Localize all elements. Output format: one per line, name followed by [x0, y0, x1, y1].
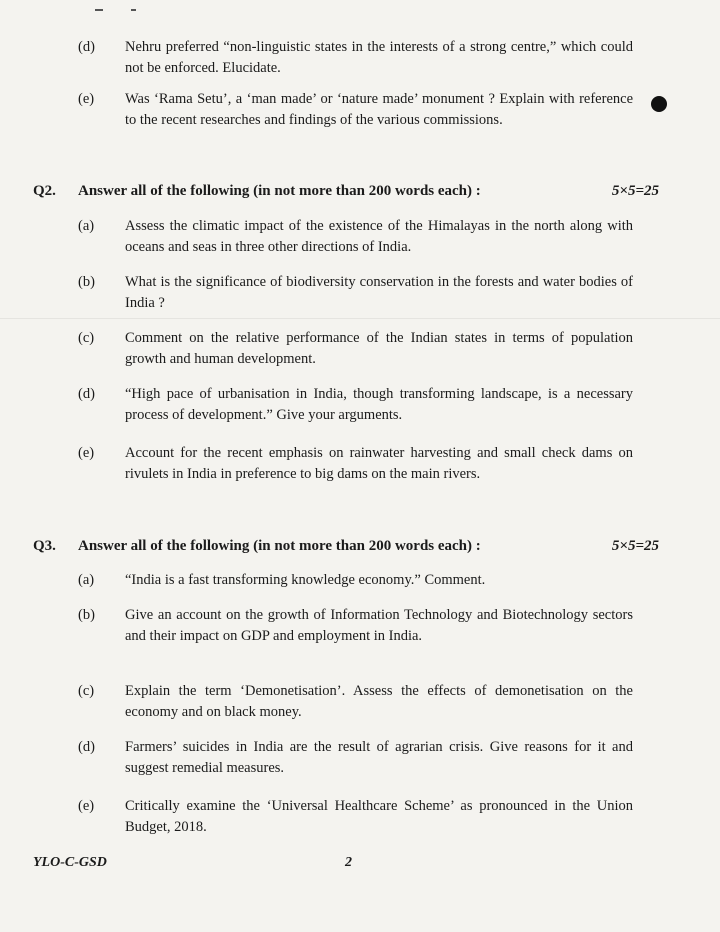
item-text: Explain the term ‘Demonetisation’. Assess the effects of demonetisation on the economy and on black money.	[125, 683, 633, 720]
item-text: Give an account on the growth of Information Technology and Biotechnology sectors and their impact on GDP and employment in India.	[125, 607, 633, 644]
item-label: (b)	[78, 274, 95, 290]
item-text: Nehru preferred “non-linguistic states in the interests of a strong centre,” which could not be enforced. Elucidate.	[125, 39, 633, 76]
item-label: (b)	[78, 607, 95, 623]
item-label: (e)	[78, 445, 95, 461]
item-label: (c)	[78, 683, 95, 699]
item-text: Farmers’ suicides in India are the result of agrarian crisis. Give reasons for it and suggest remedial measures.	[125, 739, 633, 776]
item-text: Comment on the relative performance of the Indian states in terms of population growth and human development.	[125, 330, 633, 367]
top-mark	[131, 9, 136, 11]
item-text: Assess the climatic impact of the existence of the Himalayas in the north along with oceans and seas in three other directions of India.	[125, 218, 633, 255]
item-text: Critically examine the ‘Universal Healthcare Scheme’ as pronounced in the Union Budget, 2018.	[125, 798, 633, 835]
item-label: (d)	[78, 386, 95, 402]
page-number: 2	[345, 855, 352, 870]
question-instruction: Answer all of the following (in not more than 200 words each) :	[78, 538, 481, 554]
question-instruction: Answer all of the following (in not more than 200 words each) :	[78, 183, 481, 199]
item-label: (d)	[78, 739, 95, 755]
item-label: (c)	[78, 330, 95, 346]
item-label: (d)	[78, 39, 95, 55]
top-mark	[95, 9, 103, 11]
item-label: (a)	[78, 218, 95, 234]
item-text: “High pace of urbanisation in India, though transforming landscape, is a necessary process of development.” Give your arguments.	[125, 386, 633, 423]
item-label: (a)	[78, 572, 95, 588]
question-marks: 5×5=25	[611, 538, 659, 554]
item-text: Was ‘Rama Setu’, a ‘man made’ or ‘nature made’ monument ? Explain with reference to the recent researches and findings of the various commissions.	[125, 91, 633, 128]
question-number: Q3.	[33, 538, 56, 554]
item-text: “India is a fast transforming knowledge economy.” Comment.	[125, 572, 486, 588]
item-text: Account for the recent emphasis on rainwater harvesting and small check dams on rivulets in India in preference to big dams on the main rivers.	[125, 445, 633, 482]
item-label: (e)	[78, 91, 95, 107]
punch-hole	[651, 96, 667, 112]
question-number: Q2.	[33, 183, 56, 199]
question-marks: 5×5=25	[611, 183, 659, 199]
item-label: (e)	[78, 798, 95, 814]
page-fold-line	[0, 318, 720, 319]
paper-code: YLO-C-GSD	[33, 855, 107, 870]
item-text: What is the significance of biodiversity conservation in the forests and water bodies of India ?	[125, 274, 633, 311]
